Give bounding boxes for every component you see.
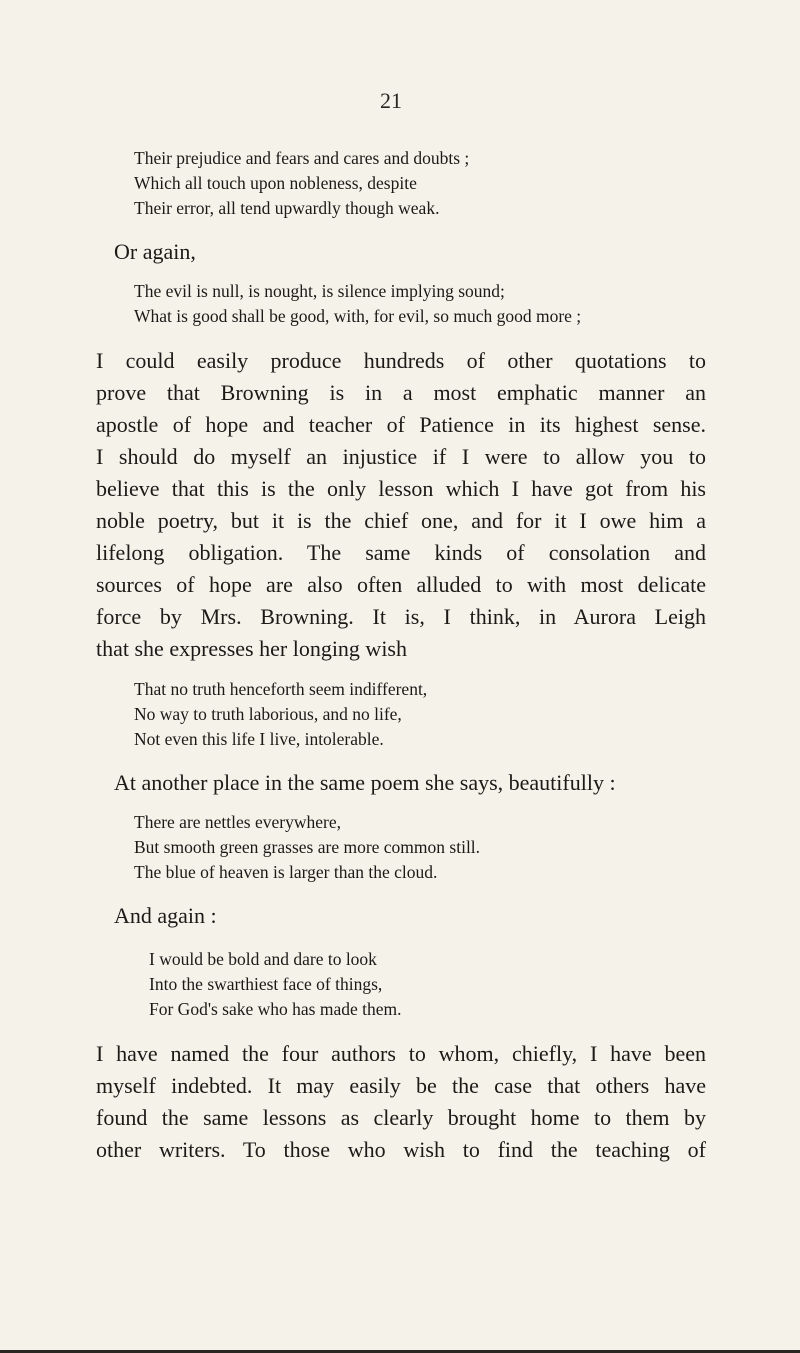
verse-line: Not even this life I live, intolerable. — [134, 729, 384, 749]
verse-line: But smooth green grasses are more common still. — [134, 837, 481, 857]
verse-quotation-1 — [134, 146, 800, 221]
paragraph-browning — [96, 345, 706, 665]
paragraph-line: sources of hope are also often alluded to with most delicate — [96, 572, 706, 597]
verse-line: No way to truth laborious, and no life, — [134, 704, 402, 724]
verse-quotation-4 — [134, 810, 800, 885]
paragraph-line: other writers. To those who wish to find the teaching of — [96, 1137, 706, 1162]
verse-line: The blue of heaven is larger than the cloud. — [134, 862, 438, 882]
verse-line: Their prejudice and fears and cares and doubts ; — [134, 148, 470, 168]
verse-line: What is good shall be good, with, for evil, so much good more ; — [134, 306, 582, 326]
verse-quotation-3 — [134, 677, 800, 752]
paragraph-line: I should do myself an injustice if I were to allow you to — [96, 444, 706, 469]
verse-line: There are nettles everywhere, — [134, 812, 341, 832]
verse-line: Their error, all tend upwardly though weak. — [134, 198, 440, 218]
paragraph-line: force by Mrs. Browning. It is, I think, in Aurora Leigh — [96, 604, 706, 629]
paragraph-line: noble poetry, but it is the chief one, and for it I owe him a — [96, 508, 706, 533]
paragraph-line: I could easily produce hundreds of other quotations to — [96, 348, 706, 373]
verse-line: I would be bold and dare to look — [149, 949, 377, 969]
paragraph-four-authors — [96, 1038, 706, 1166]
paragraph-line: found the same lessons as clearly brought home to them by — [96, 1105, 706, 1130]
verse-quotation-2 — [134, 279, 800, 329]
verse-quotation-5 — [149, 947, 800, 1022]
page-content — [0, 146, 800, 1166]
verse-line: For God's sake who has made them. — [149, 999, 402, 1019]
intro-line-another-place: At another place in the same poem she says, beautifully : — [114, 770, 616, 795]
verse-line: Which all touch upon nobleness, despite — [134, 173, 417, 193]
paragraph-line: myself indebted. It may easily be the case that others have — [96, 1073, 706, 1098]
paragraph-line: prove that Browning is in a most emphatic manner an — [96, 380, 706, 405]
page-number: 21 — [380, 88, 402, 113]
verse-line: The evil is null, is nought, is silence implying sound; — [134, 281, 505, 301]
paragraph-line: believe that this is the only lesson which I have got from his — [96, 476, 706, 501]
verse-line: That no truth henceforth seem indifferent, — [134, 679, 428, 699]
intro-line-and-again: And again : — [114, 903, 217, 928]
paragraph-line: lifelong obligation. The same kinds of consolation and — [96, 540, 706, 565]
verse-line: Into the swarthiest face of things, — [149, 974, 383, 994]
paragraph-line: I have named the four authors to whom, chiefly, I have been — [96, 1041, 706, 1066]
paragraph-line: apostle of hope and teacher of Patience in its highest sense. — [96, 412, 706, 437]
paragraph-line: that she expresses her longing wish — [96, 636, 407, 661]
intro-line-or-again: Or again, — [114, 239, 196, 264]
